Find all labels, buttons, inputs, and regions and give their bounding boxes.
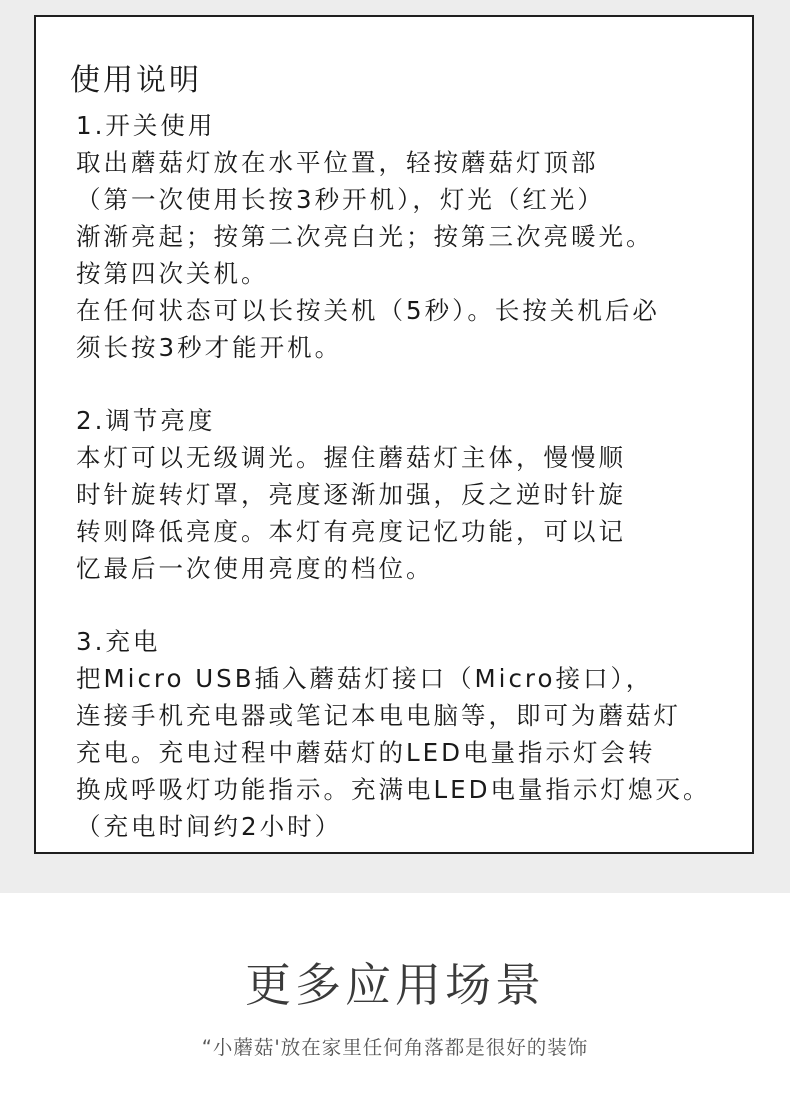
body-line: 把Micro USB插入蘑菇灯接口（Micro接口）， [76, 664, 654, 693]
body-line: 连接手机充电器或笔记本电电脑等，即可为蘑菇灯 [76, 701, 681, 730]
body-line: 渐渐亮起；按第二次亮白光；按第三次亮暖光。 [76, 222, 654, 251]
section-heading: 1.开关使用 [76, 111, 216, 140]
scenes-subtitle: “小蘑菇'放在家里任何角落都是很好的装饰 [201, 1036, 589, 1059]
section-spacer [76, 587, 756, 623]
body-line: 转则降低亮度。本灯有亮度记忆功能，可以记 [76, 517, 626, 546]
body-line: 时针旋转灯罩，亮度逐渐加强，反之逆时针旋 [76, 480, 626, 509]
section-heading: 2.调节亮度 [76, 406, 216, 435]
body-line: 换成呼吸灯功能指示。充满电LED电量指示灯熄灭。 [76, 775, 711, 804]
section-spacer [76, 366, 756, 402]
body-line: 在任何状态可以长按关机（5秒）。长按关机后必 [76, 296, 660, 325]
body-line: 取出蘑菇灯放在水平位置，轻按蘑菇灯顶部 [76, 148, 599, 177]
scenes-title: 更多应用场景 [245, 958, 545, 1012]
section-heading: 3.充电 [76, 627, 161, 656]
body-line: 本灯可以无级调光。握住蘑菇灯主体，慢慢顺 [76, 443, 626, 472]
body-line: 忆最后一次使用亮度的档位。 [76, 554, 434, 583]
instruction-panel [34, 15, 754, 854]
body-line: （第一次使用长按3秒开机），灯光（红光） [76, 185, 605, 214]
body-line: 充电。充电过程中蘑菇灯的LED电量指示灯会转 [76, 738, 656, 767]
body-line: 按第四次关机。 [76, 259, 269, 288]
manual-body [76, 107, 756, 845]
manual-title: 使用说明 [70, 63, 202, 98]
body-line: （充电时间约2小时） [76, 812, 343, 841]
body-line: 须长按3秒才能开机。 [76, 333, 343, 362]
